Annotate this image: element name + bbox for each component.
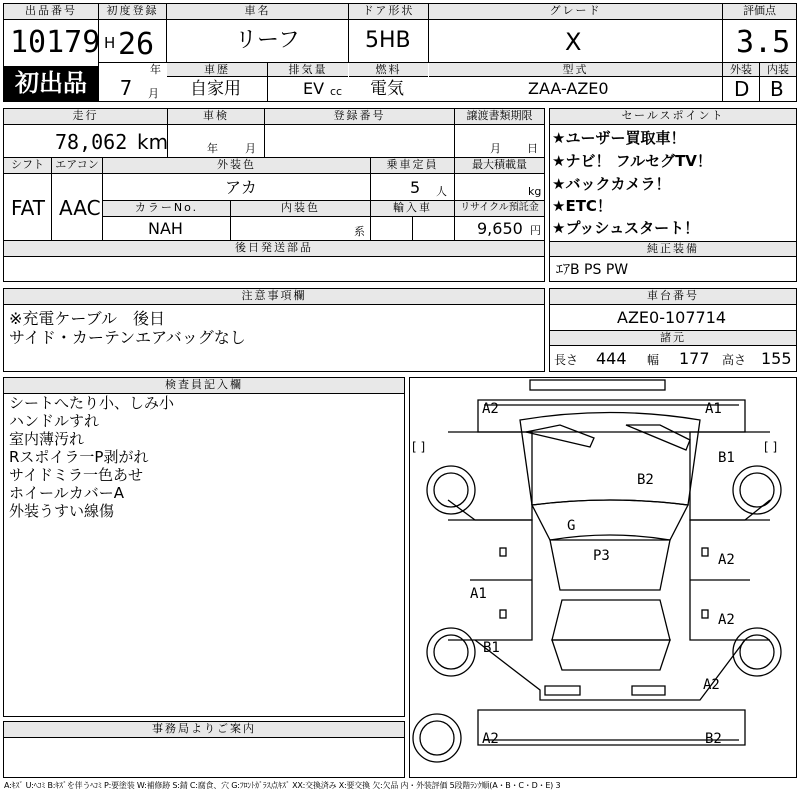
- tag-windshield: G: [567, 518, 576, 534]
- interior-color-unit: 系: [354, 225, 365, 238]
- lot-number-header: 出品番号: [4, 4, 98, 20]
- color-header: 外装色: [103, 158, 370, 174]
- inspection-month-unit: 月: [245, 142, 256, 155]
- specs-header: 諸元: [550, 330, 796, 346]
- sales-point-2: ★ナビ！ フルセグTV！: [552, 152, 712, 170]
- grade-header: グレード: [429, 4, 722, 20]
- displacement-unit: cc: [330, 85, 343, 98]
- tag-hood: B2: [637, 472, 654, 488]
- interior-color-header: 内装色: [231, 201, 370, 217]
- inspection-header: 車検: [168, 109, 264, 125]
- first-reg-year: 26: [118, 27, 155, 62]
- inspector-line-4: Rスポイラ一P剥がれ: [9, 448, 149, 466]
- tag-right-front-fender: B1: [718, 450, 735, 466]
- mileage-unit: km: [137, 130, 169, 154]
- interior-header: 内装: [760, 63, 796, 77]
- recycle-header: リサイクル預託金: [455, 201, 544, 217]
- tag-right-rear-fender: A2: [703, 677, 720, 693]
- tag-left-rear-fender: B1: [483, 640, 500, 656]
- inspector-line-7: 外装うすい線傷: [9, 502, 115, 520]
- mileage-header: 走行: [4, 109, 167, 125]
- recycle-deposit: 9,650: [477, 219, 523, 238]
- capacity-header: 乗車定員: [371, 158, 454, 174]
- max-load-header: 最大積載量: [455, 158, 544, 174]
- note-line-2: サイド・カーテンエアバッグなし: [9, 328, 246, 347]
- tag-front-right: A1: [705, 401, 722, 417]
- inspector-line-5: サイドミラ一色あせ: [9, 466, 143, 484]
- shift: FAT: [11, 196, 46, 220]
- inspector-line-2: ハンドルすれ: [9, 412, 100, 430]
- max-load-unit: kg: [528, 185, 542, 198]
- transfer-header: 譲渡書類期限: [455, 109, 544, 125]
- reg-no-header: 登録番号: [265, 109, 454, 125]
- tag-right-front-door: A2: [718, 552, 735, 568]
- tag-rear-left: A2: [482, 731, 499, 747]
- fuel-header: 燃料: [349, 63, 428, 77]
- equipment-header: 純正装備: [550, 241, 796, 257]
- tag-rear-right: B2: [705, 731, 722, 747]
- width: 177: [679, 349, 710, 368]
- car-name: リーフ: [235, 28, 300, 53]
- tag-right-rear-door: A2: [718, 612, 735, 628]
- model: ZAA-AZE0: [528, 79, 609, 98]
- color-no-header: カラーNo.: [103, 201, 230, 217]
- grade: X: [565, 28, 582, 56]
- sales-point-5: ★プッシュスタート！: [552, 219, 700, 237]
- year-unit: 年: [150, 63, 161, 76]
- exterior-color: アカ: [225, 178, 257, 197]
- month-unit-first-reg: 月: [148, 87, 159, 100]
- sales-point-4: ★ETC！: [552, 197, 612, 215]
- sales-point-3: ★バックカメラ！: [552, 175, 671, 193]
- door-header: ドア形状: [349, 4, 428, 20]
- tag-front-left: A2: [482, 401, 499, 417]
- tag-left-rear-door: A1: [470, 586, 487, 602]
- sales-point-1: ★ユーザー買取車！: [552, 129, 686, 147]
- mileage: 78,062: [55, 130, 128, 154]
- length-label: 長さ: [554, 353, 579, 367]
- tag-roof: P3: [593, 548, 610, 564]
- later-parts-header: 後日発送部品: [4, 241, 544, 257]
- damage-diagram: [409, 377, 797, 778]
- office-header: 事務局よりご案内: [4, 722, 404, 738]
- car-name-header: 車名: [167, 4, 348, 20]
- inspector-line-6: ホイールカバーA: [9, 484, 124, 502]
- width-label: 幅: [647, 353, 660, 367]
- color-no: NAH: [148, 219, 183, 238]
- exterior-grade: D: [734, 77, 750, 101]
- transfer-month-unit: 月: [490, 142, 501, 155]
- chassis-number: AZE0-107714: [617, 308, 727, 327]
- inspector-header: 検査員記入欄: [4, 378, 404, 394]
- exterior-header: 外装: [723, 63, 759, 77]
- height: 155: [761, 349, 792, 368]
- bracket-right: [ ]: [764, 440, 778, 454]
- model-header: 型式: [429, 63, 722, 77]
- notes-header: 注意事項欄: [4, 289, 544, 305]
- bracket-left: [ ]: [412, 440, 426, 454]
- inspector-line-1: シートへたり小、しみ小: [9, 394, 175, 412]
- recycle-unit: 円: [530, 224, 541, 237]
- inspection-year-unit: 年: [207, 142, 218, 155]
- ac: AAC: [59, 196, 101, 220]
- first-reg-header: 初度登録: [99, 4, 166, 20]
- score: 3.5: [736, 25, 791, 60]
- note-line-1: ※充電ケーブル 後日: [9, 309, 165, 328]
- height-label: 高さ: [722, 353, 747, 367]
- displacement: EV: [303, 79, 325, 98]
- chassis-header: 車台番号: [550, 289, 796, 305]
- capacity-unit: 人: [436, 185, 447, 198]
- lot-number: 10179: [10, 25, 101, 60]
- first-reg-month: 7: [120, 76, 133, 100]
- interior-grade: B: [770, 77, 784, 101]
- ac-header: エアコン: [52, 158, 102, 174]
- history: 自家用: [190, 79, 241, 99]
- capacity: 5: [410, 178, 421, 197]
- displacement-header: 排気量: [268, 63, 348, 77]
- length: 444: [596, 349, 627, 368]
- inspector-line-3: 室内薄汚れ: [9, 430, 85, 448]
- import-header: 輸入車: [371, 201, 454, 217]
- history-header: 車歴: [167, 63, 267, 77]
- transfer-day-unit: 日: [527, 142, 538, 155]
- equipment: ｴｱB PS PW: [556, 262, 629, 278]
- sales-points-header: セールスポイント: [550, 109, 796, 125]
- legend: A:ｷｽﾞ U:ﾍｺﾐ B:ｷｽﾞを伴うﾍｺﾐ P:要塗装 W:補修跡 S:錆 C:腐食、穴 G:ﾌﾛﾝﾄｶﾞﾗｽ点ｷｽﾞ XX:交換済み X:要交換 欠:欠品 内・外装評価 5段階ﾗﾝｸ順(A・B・C・D・E) 3: [4, 781, 561, 790]
- first-listing-badge: 初出品: [4, 66, 98, 101]
- fuel: 電気: [370, 79, 404, 99]
- era: H: [104, 34, 116, 52]
- score-header: 評価点: [723, 4, 796, 20]
- shift-header: シフト: [4, 158, 51, 174]
- door-type: 5HB: [365, 28, 411, 53]
